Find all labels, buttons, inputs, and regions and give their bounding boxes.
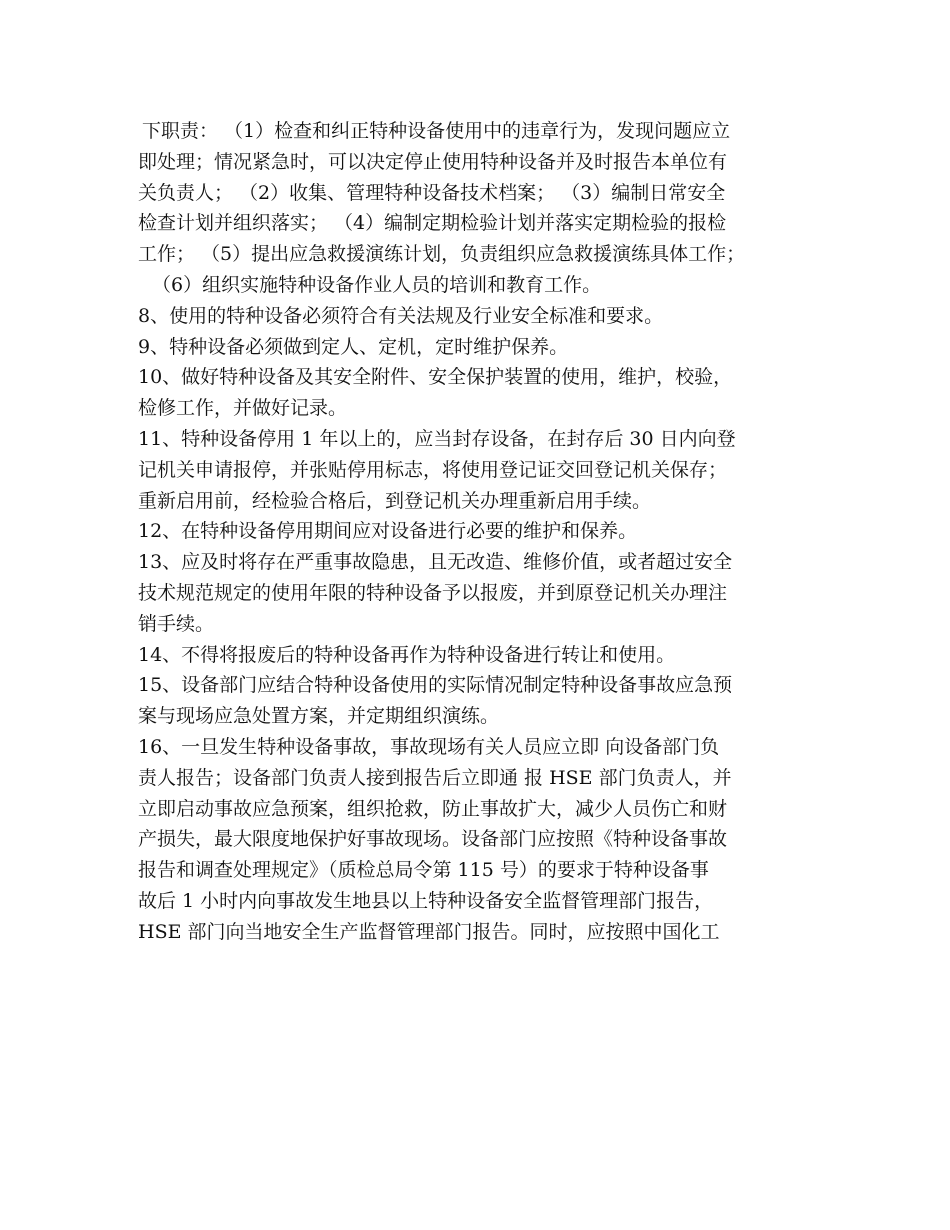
text-line: 13、应及时将存在严重事故隐患，且无改造、维修价值，或者超过安全	[138, 551, 733, 574]
text-line: 责人报告；设备部门负责人接到报告后立即通 报 HSE 部门负责人，并	[138, 766, 732, 789]
text-line: 检修工作，并做好记录。	[138, 397, 348, 420]
text-line: 15、设备部门应结合特种设备使用的实际情况制定特种设备事故应急预	[138, 674, 733, 697]
body-text	[138, 116, 818, 948]
text-line: （6）组织实施特种设备作业人员的培训和教育工作。	[152, 273, 602, 296]
text-line: 下职责： （1）检查和纠正特种设备使用中的违章行为，发现问题应立	[142, 120, 731, 142]
text-line: 销手续。	[138, 612, 215, 635]
text-line: 故后 1 小时内向事故发生地县以上特种设备安全监督管理部门报告，	[138, 889, 714, 912]
text-line: 重新启用前，经检验合格后，到登记机关办理重新启用手续。	[138, 489, 652, 512]
text-line: 产损失，最大限度地保护好事故现场。设备部门应按照《特种设备事故	[138, 828, 728, 851]
text-line: 16、一旦发生特种设备事故，事故现场有关人员应立即 向设备部门负	[138, 735, 720, 758]
text-line: 9、特种设备必须做到定人、定机，定时维护保养。	[138, 335, 569, 358]
text-line: 11、特种设备停用 1 年以上的，应当封存设备，在封存后 30 日内向登	[138, 427, 736, 450]
text-line: 8、使用的特种设备必须符合有关法规及行业安全标准和要求。	[138, 304, 664, 327]
text-line: 技术规范规定的使用年限的特种设备予以报废，并到原登记机关办理注	[138, 581, 728, 604]
text-line: 立即启动事故应急预案，组织抢救，防止事故扩大，减少人员伤亡和财	[138, 797, 728, 820]
text-line: 10、做好特种设备及其安全附件、安全保护装置的使用，维护，校验，	[138, 366, 733, 389]
text-line: 即处理；情况紧急时，可以决定停止使用特种设备并及时报告本单位有	[138, 150, 728, 173]
text-line: 案与现场应急处置方案，并定期组织演练。	[138, 705, 500, 728]
text-line: HSE 部门向当地安全生产监督管理部门报告。同时，应按照中国化工	[138, 920, 720, 943]
text-line: 14、不得将报废后的特种设备再作为特种设备进行转让和使用。	[138, 643, 676, 666]
text-line: 工作； （5）提出应急救援演练计划，负责组织应急救援演练具体工作；	[138, 243, 746, 266]
text-line: 记机关申请报停，并张贴停用标志，将使用登记证交回登记机关保存；	[138, 458, 728, 481]
text-line: 关负责人； （2）收集、管理特种设备技术档案； （3）编制日常安全	[138, 181, 726, 204]
text-line: 12、在特种设备停用期间应对设备进行必要的维护和保养。	[138, 520, 638, 543]
text-line: 报告和调查处理规定》（质检总局令第 115 号）的要求于特种设备事	[138, 859, 709, 882]
text-line: 检查计划并组织落实； （4）编制定期检验计划并落实定期检验的报检	[138, 212, 727, 235]
